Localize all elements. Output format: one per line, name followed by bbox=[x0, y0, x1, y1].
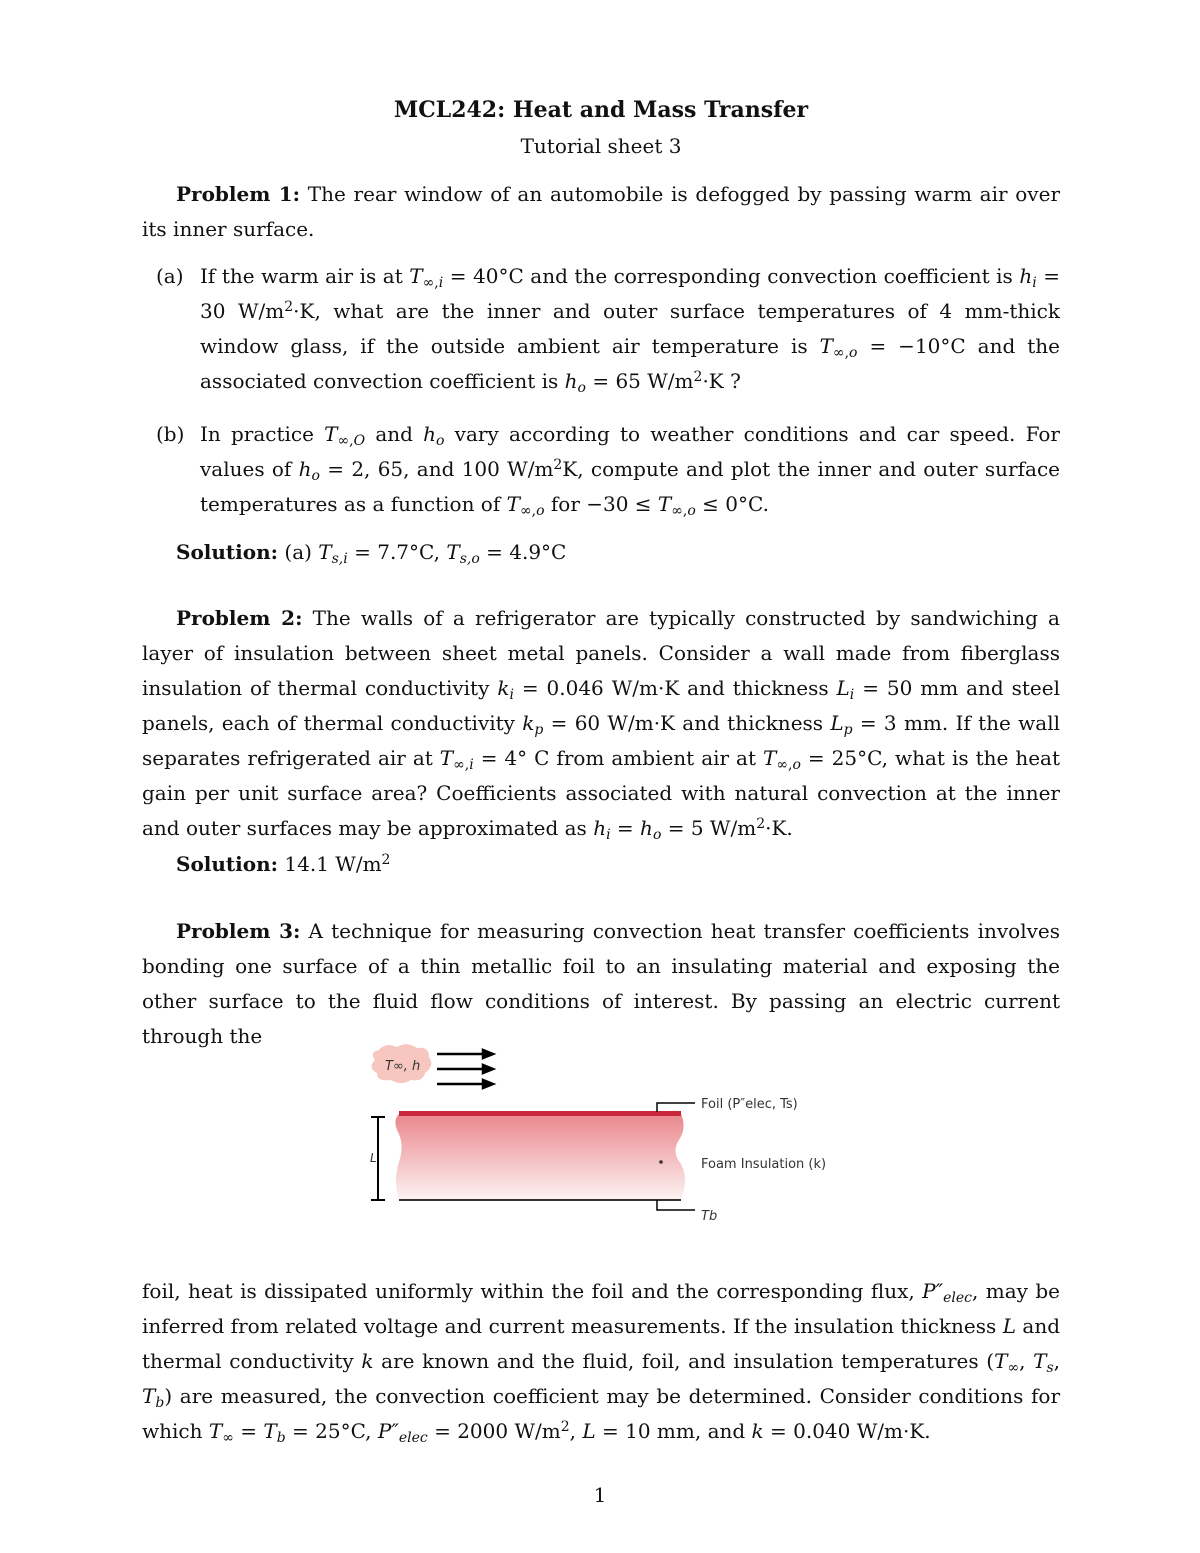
foil-leader bbox=[657, 1103, 695, 1112]
problem1-intro: Problem 1: The rear window of an automobile is defogged by passing warm air over its inner surface. bbox=[142, 182, 1061, 241]
foil-layer bbox=[399, 1111, 681, 1116]
problem3-text-continued: foil, heat is dissipated uniformly within the foil and the corresponding flux, $P''_{elec}$, may be inferred from related voltage and current measurements. If the insulation thickness L and thermal conductivity k are known and the fluid, foil, and insulation temperatures ($T_\infty$, $T_s$, $T_b$) are measured, the convection coefficient may be determined. Consider conditions for which $T_\infty = T_b = 25^\circ C$, $P''_{elec} = 2000$ $W/m^2$, L = 10 mm, and k = 0.040 W/m·K. bbox=[142, 1279, 1061, 1447]
flow-arrows bbox=[437, 1050, 493, 1088]
problem1-part-a: (a) If the warm air is at $T_{\infty,i} = 40^\circ C$ and the corresponding convection coefficient is $h_i = 30$ $W/m^2\cdot K$, what are the inner and outer surface temperatures of 4 mm-thick window glass, if the outside ambient air temperature is $T_{\infty,o} = -10^\circ C$ and the associated convection coefficient is $h_o = 65$ $W/m^2\cdot K$ ? bbox=[142, 259, 1060, 399]
problem2-solution: Solution: 14.1 $W/m^2$ bbox=[176, 852, 391, 876]
base-leader bbox=[657, 1200, 695, 1210]
thickness-label: L bbox=[370, 1151, 377, 1165]
dot-marker bbox=[659, 1160, 663, 1164]
page-title: MCL242: Heat and Mass Transfer bbox=[393, 97, 809, 123]
problem1-solution: Solution: (a) $T_{s,i} = 7.7^\circ C$, $T_{s,o} = 4.9^\circ C$ bbox=[176, 540, 567, 568]
problem2-text: Problem 2: The walls of a refrigerator are typically constructed by sandwiching a layer of insulation between sheet metal panels. Consider a wall made from fiberglass insulation of thermal conductivity $k_i = 0.046$ W/m·K and thickness $L_i = 50$ mm and steel panels, each of thermal conductivity $k_p = 60$ W/m·K and thickness $L_p = 3$ mm. If the wall separates refrigerated air at $T_{\infty,i} = 4^\circ$ C from ambient air at $T_{\infty,o} = 25^\circ C$, what is the heat gain per unit surface area? Coefficients associated with natural convection at the inner and outer surfaces may be approximated as $h_i = h_o = 5$ $W/m^2\cdot K$. bbox=[142, 606, 1061, 844]
page-subtitle: Tutorial sheet 3 bbox=[520, 134, 682, 158]
problem3-heading: Problem 3: bbox=[176, 919, 301, 943]
part-b-label: (b) bbox=[156, 422, 185, 446]
problem1-part-b: (b) In practice $T_{\infty,O}$ and $h_o$ vary according to weather conditions and car speed. For values of $h_o = 2$, 65, and 100 $W/m^2K$, compute and plot the inner and outer surface temperatures as a function of $T_{\infty,o}$ for $-30 \le T_{\infty,o} \le 0^\circ C$. bbox=[142, 417, 1060, 522]
insulation-label: Foam Insulation (k) bbox=[701, 1157, 827, 1172]
foam-insulation bbox=[395, 1114, 685, 1200]
base-temp-label: Tb bbox=[701, 1209, 718, 1224]
problem1-heading: Problem 1: bbox=[176, 182, 301, 206]
foil-insulation-figure bbox=[365, 1040, 845, 1230]
fluid-label: T∞, h bbox=[385, 1059, 421, 1074]
problem3-text: Problem 3: A technique for measuring convection heat transfer coefficients involves bonding one surface of a thin metallic foil to an insulating material and exposing the other surface to the fluid flow conditions of interest. By passing an electric current through the bbox=[142, 919, 1060, 1048]
page-number: 1 bbox=[593, 1483, 607, 1507]
foil-label: Foil (P″elec, Ts) bbox=[701, 1097, 798, 1112]
problem2-heading: Problem 2: bbox=[176, 606, 303, 630]
part-a-label: (a) bbox=[156, 264, 184, 288]
